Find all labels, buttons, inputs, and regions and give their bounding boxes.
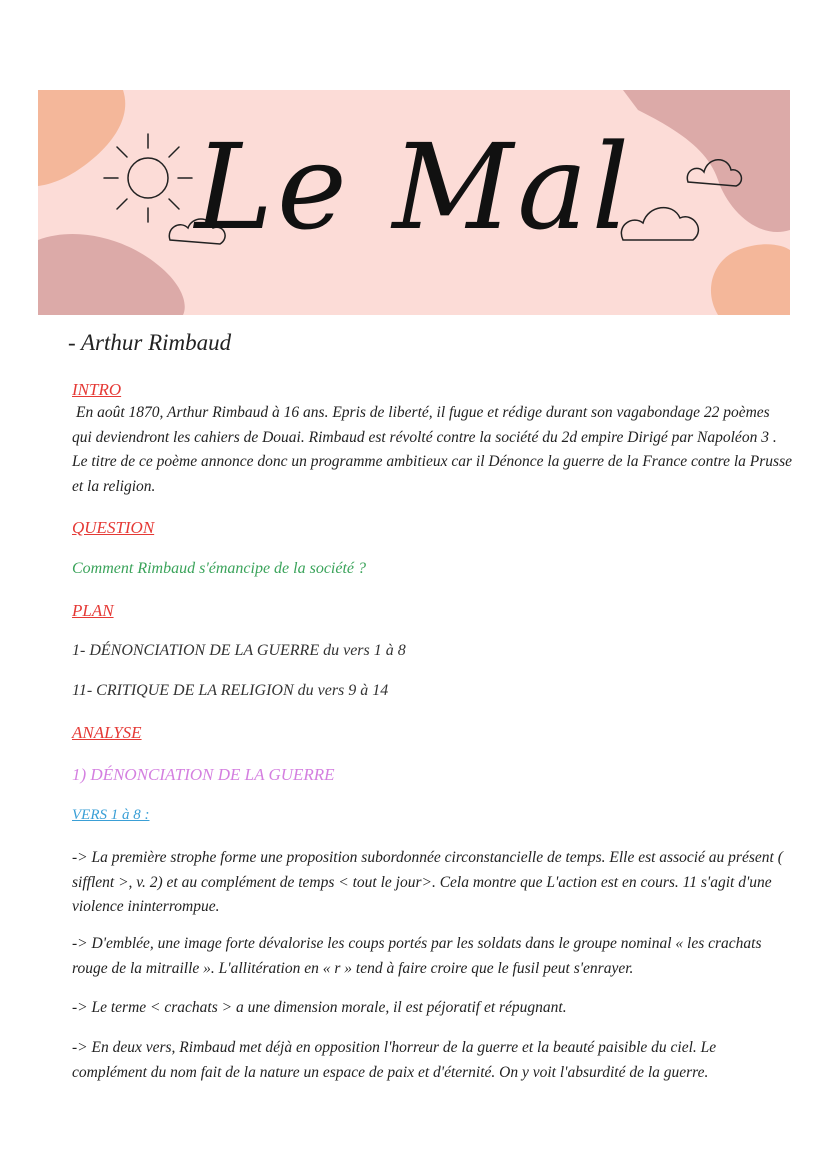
title-banner	[38, 90, 790, 315]
analysis-point: -> La première strophe forme une proposition subordonnée circonstancielle de temps. Elle est associé au présent ( sifflent >, v. 2) et au complément de temps < tout le jour>. Cela montre que L'action est en cours. 11 s'agit d'une violence ininterrompue.	[72, 849, 783, 915]
analysis-point: -> Le terme < crachats > a une dimension morale, il est péjoratif et répugnant.	[72, 999, 567, 1016]
page-title: Le Mal	[194, 118, 634, 256]
author: - Arthur Rimbaud	[68, 330, 232, 355]
question-heading: QUESTION	[72, 518, 155, 537]
analyse-heading: ANALYSE	[72, 723, 142, 742]
section-heading: 1) DÉNONCIATION DE LA GUERRE	[72, 765, 335, 784]
analysis-point: -> En deux vers, Rimbaud met déjà en opposition l'horreur de la guerre et la beauté paisible du ciel. Le complément du nom fait de la nature un espace de paix et d'éternité. On y voit l'absurdité de la guerre.	[72, 1039, 717, 1081]
intro-heading: INTRO	[72, 380, 122, 399]
plan-item: 11- CRITIQUE DE LA RELIGION du vers 9 à 14	[72, 682, 389, 699]
intro-text: En août 1870, Arthur Rimbaud à 16 ans. Epris de liberté, il fugue et rédige durant son vagabondage 22 poèmes qui deviendront les cahiers de Douai. Rimbaud est révolté contre la société du 2d empire Dirigé par Napoléon 3 . Le titre de ce poème annonce donc un programme ambitieux car il Dénonce la guerre de la France contre la Prusse et la religion.	[72, 404, 792, 495]
plan-item: 1- DÉNONCIATION DE LA GUERRE du vers 1 à 8	[72, 642, 406, 659]
analysis-point: -> D'emblée, une image forte dévalorise les coups portés par les soldats dans le groupe nominal « les crachats rouge de la mitraille ». L'allitération en « r » tend à faire croire que le fusil peut s'enrayer.	[72, 935, 762, 977]
plan-heading: PLAN	[72, 601, 114, 620]
question-text: Comment Rimbaud s'émancipe de la société ?	[72, 560, 367, 577]
verses-subheading: VERS 1 à 8 :	[72, 807, 150, 823]
